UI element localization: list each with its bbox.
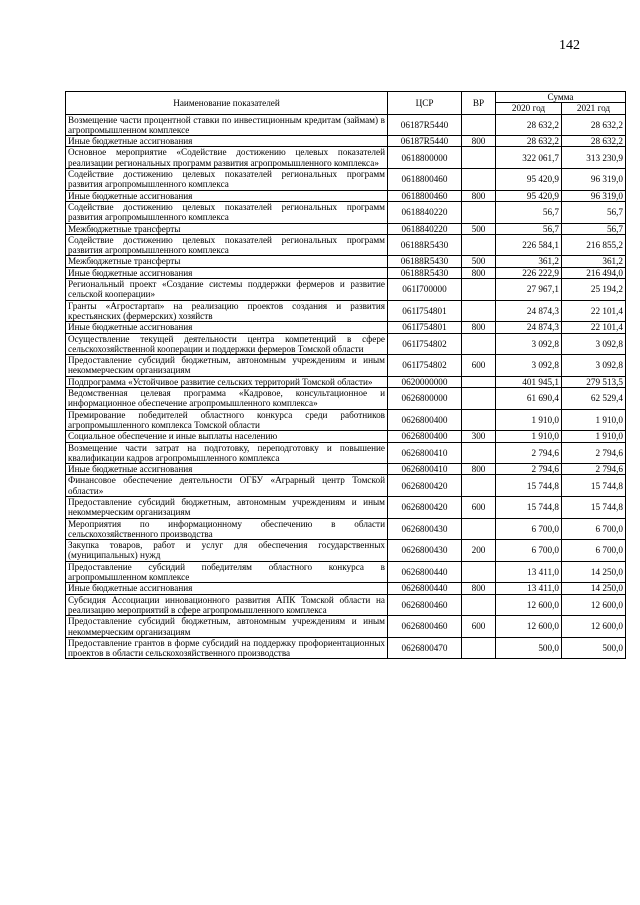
table-row — [66, 637, 626, 659]
budget-table — [65, 91, 626, 659]
row-sum-2021: 216 494,0 — [562, 267, 626, 278]
row-name: Закупка товаров, работ и услуг для обеспечения государственных (муниципальных) нужд — [66, 540, 388, 562]
row-vr: 600 — [462, 355, 496, 377]
row-csr: 06187R5440 — [388, 114, 462, 136]
row-name: Финансовое обеспечение деятельности ОГБУ «Аграрный центр Томской области» — [66, 475, 388, 497]
row-vr — [462, 279, 496, 301]
row-name: Содействие достижению целевых показателей региональных программ развития агропромышленного комплекса — [66, 234, 388, 256]
row-sum-2021: 1 910,0 — [562, 431, 626, 442]
table-header — [66, 92, 626, 115]
row-name: Иные бюджетные ассигнования — [66, 136, 388, 147]
row-csr: 061I754801 — [388, 322, 462, 333]
row-name: Содействие достижению целевых показателей региональных программ развития агропромышленного комплекса — [66, 169, 388, 191]
row-sum-2021: 12 600,0 — [562, 616, 626, 638]
row-vr — [462, 333, 496, 355]
row-vr — [462, 114, 496, 136]
row-csr: 0618840220 — [388, 223, 462, 234]
row-csr: 061I754801 — [388, 300, 462, 322]
header-year-2021: 2021 год — [562, 103, 626, 114]
row-name: Иные бюджетные ассигнования — [66, 322, 388, 333]
row-sum-2021: 15 744,8 — [562, 475, 626, 497]
header-vr: ВР — [462, 92, 496, 115]
row-name: Предоставление грантов в форме субсидий на поддержку профориентационных проектов в области сельскохозяйственного производства — [66, 637, 388, 659]
row-csr: 06188R5430 — [388, 234, 462, 256]
table-row — [66, 594, 626, 616]
row-name: Содействие достижению целевых показателей региональных программ развития агропромышленного комплекса — [66, 201, 388, 223]
row-vr: 800 — [462, 267, 496, 278]
row-name: Основное мероприятие «Содействие достижению целевых показателей реализации региональных программ развития агропромышленного комплекса» — [66, 147, 388, 169]
table-row — [66, 442, 626, 464]
row-vr — [462, 234, 496, 256]
table-row — [66, 496, 626, 518]
table-row — [66, 136, 626, 147]
row-vr: 800 — [462, 322, 496, 333]
row-sum-2020: 401 945,1 — [496, 376, 562, 387]
row-vr — [462, 594, 496, 616]
row-vr: 800 — [462, 583, 496, 594]
row-sum-2020: 56,7 — [496, 201, 562, 223]
row-vr: 200 — [462, 540, 496, 562]
row-sum-2020: 28 632,2 — [496, 114, 562, 136]
table-row — [66, 583, 626, 594]
row-vr — [462, 637, 496, 659]
row-name: Межбюджетные трансферты — [66, 256, 388, 267]
row-csr: 0626800440 — [388, 561, 462, 583]
row-sum-2021: 22 101,4 — [562, 322, 626, 333]
row-csr: 06188R5430 — [388, 267, 462, 278]
row-sum-2021: 96 319,0 — [562, 169, 626, 191]
row-sum-2020: 6 700,0 — [496, 518, 562, 540]
row-name: Иные бюджетные ассигнования — [66, 464, 388, 475]
row-name: Иные бюджетные ассигнования — [66, 267, 388, 278]
row-sum-2020: 500,0 — [496, 637, 562, 659]
table-row — [66, 322, 626, 333]
row-sum-2021: 216 855,2 — [562, 234, 626, 256]
row-sum-2021: 28 632,2 — [562, 114, 626, 136]
row-name: Ведомственная целевая программа «Кадровое, консультационное и информационное обеспечение агропромышленного комплекса» — [66, 388, 388, 410]
table-row — [66, 256, 626, 267]
row-sum-2020: 12 600,0 — [496, 616, 562, 638]
row-sum-2021: 62 529,4 — [562, 388, 626, 410]
row-csr: 0626800410 — [388, 464, 462, 475]
row-csr: 0626800410 — [388, 442, 462, 464]
row-csr: 0626800460 — [388, 594, 462, 616]
header-sum: Сумма — [496, 92, 626, 103]
row-sum-2020: 322 061,7 — [496, 147, 562, 169]
header-csr: ЦСР — [388, 92, 462, 115]
table-row — [66, 616, 626, 638]
row-sum-2021: 279 513,5 — [562, 376, 626, 387]
row-sum-2021: 3 092,8 — [562, 355, 626, 377]
row-sum-2021: 500,0 — [562, 637, 626, 659]
row-csr: 0618840220 — [388, 201, 462, 223]
table-row — [66, 279, 626, 301]
table-row — [66, 223, 626, 234]
row-sum-2021: 14 250,0 — [562, 583, 626, 594]
row-sum-2020: 12 600,0 — [496, 594, 562, 616]
row-name: Возмещение части затрат на подготовку, переподготовку и повышение квалификации кадров агропромышленного комплекса — [66, 442, 388, 464]
page-number: 142 — [559, 38, 580, 53]
row-csr: 0620000000 — [388, 376, 462, 387]
row-sum-2020: 361,2 — [496, 256, 562, 267]
row-sum-2021: 6 700,0 — [562, 518, 626, 540]
row-csr: 0626800470 — [388, 637, 462, 659]
table-row — [66, 518, 626, 540]
row-sum-2021: 28 632,2 — [562, 136, 626, 147]
row-sum-2020: 15 744,8 — [496, 496, 562, 518]
row-vr — [462, 442, 496, 464]
row-vr: 500 — [462, 256, 496, 267]
row-sum-2021: 2 794,6 — [562, 442, 626, 464]
table-row — [66, 147, 626, 169]
row-name: Гранты «Агростартап» на реализацию проектов создания и развития крестьянских (фермерских) хозяйств — [66, 300, 388, 322]
row-sum-2020: 56,7 — [496, 223, 562, 234]
row-vr — [462, 169, 496, 191]
row-vr — [462, 147, 496, 169]
row-vr — [462, 201, 496, 223]
row-csr: 061I754802 — [388, 355, 462, 377]
row-csr: 0626800440 — [388, 583, 462, 594]
row-vr: 800 — [462, 464, 496, 475]
row-vr: 600 — [462, 496, 496, 518]
row-name: Иные бюджетные ассигнования — [66, 190, 388, 201]
row-csr: 0626800400 — [388, 431, 462, 442]
row-name: Подпрограмма «Устойчивое развитие сельских территорий Томской области» — [66, 376, 388, 387]
row-csr: 061I700000 — [388, 279, 462, 301]
row-sum-2020: 226 584,1 — [496, 234, 562, 256]
row-sum-2020: 95 420,9 — [496, 190, 562, 201]
row-name: Субсидия Ассоциации инновационного развития АПК Томской области на реализацию мероприятий в сфере агропромышленного комплекса — [66, 594, 388, 616]
row-vr: 800 — [462, 190, 496, 201]
row-name: Премирование победителей областного конкурса среди работников агропромышленного комплекса Томской области — [66, 409, 388, 431]
row-sum-2020: 1 910,0 — [496, 431, 562, 442]
row-vr — [462, 518, 496, 540]
table-row — [66, 475, 626, 497]
table-row — [66, 333, 626, 355]
row-name: Предоставление субсидий бюджетным, автономным учреждениям и иным некоммерческим организациям — [66, 355, 388, 377]
row-name: Региональный проект «Создание системы поддержки фермеров и развитие сельской кооперации» — [66, 279, 388, 301]
row-vr: 500 — [462, 223, 496, 234]
row-sum-2021: 56,7 — [562, 223, 626, 234]
table-row — [66, 234, 626, 256]
row-name: Предоставление субсидий бюджетным, автономным учреждениям и иным некоммерческим организациям — [66, 616, 388, 638]
table-row — [66, 267, 626, 278]
row-vr — [462, 561, 496, 583]
row-sum-2020: 61 690,4 — [496, 388, 562, 410]
row-csr: 0618800000 — [388, 147, 462, 169]
table-row — [66, 114, 626, 136]
row-sum-2021: 14 250,0 — [562, 561, 626, 583]
row-vr: 300 — [462, 431, 496, 442]
row-csr: 0626800400 — [388, 409, 462, 431]
table-row — [66, 409, 626, 431]
row-sum-2020: 2 794,6 — [496, 442, 562, 464]
table-row — [66, 355, 626, 377]
row-sum-2020: 24 874,3 — [496, 322, 562, 333]
row-sum-2021: 1 910,0 — [562, 409, 626, 431]
row-sum-2020: 6 700,0 — [496, 540, 562, 562]
row-vr — [462, 409, 496, 431]
row-name: Иные бюджетные ассигнования — [66, 583, 388, 594]
row-sum-2020: 13 411,0 — [496, 583, 562, 594]
table-body — [66, 114, 626, 659]
row-sum-2020: 95 420,9 — [496, 169, 562, 191]
row-sum-2021: 15 744,8 — [562, 496, 626, 518]
row-sum-2021: 22 101,4 — [562, 300, 626, 322]
table-row — [66, 388, 626, 410]
row-sum-2021: 56,7 — [562, 201, 626, 223]
row-vr — [462, 388, 496, 410]
row-sum-2021: 313 230,9 — [562, 147, 626, 169]
table-row — [66, 201, 626, 223]
row-sum-2020: 13 411,0 — [496, 561, 562, 583]
row-sum-2021: 3 092,8 — [562, 333, 626, 355]
table-row — [66, 561, 626, 583]
row-csr: 0626800420 — [388, 475, 462, 497]
table-row — [66, 376, 626, 387]
row-sum-2021: 96 319,0 — [562, 190, 626, 201]
row-sum-2020: 2 794,6 — [496, 464, 562, 475]
table-row — [66, 431, 626, 442]
table-row — [66, 300, 626, 322]
row-sum-2020: 28 632,2 — [496, 136, 562, 147]
row-name: Мероприятия по информационному обеспечению в области сельскохозяйственного производства — [66, 518, 388, 540]
row-vr — [462, 300, 496, 322]
row-csr: 061I754802 — [388, 333, 462, 355]
row-csr: 06187R5440 — [388, 136, 462, 147]
row-vr: 600 — [462, 616, 496, 638]
row-name: Предоставление субсидий бюджетным, автономным учреждениям и иным некоммерческим организациям — [66, 496, 388, 518]
table-row — [66, 169, 626, 191]
row-csr: 0626800000 — [388, 388, 462, 410]
row-sum-2020: 3 092,8 — [496, 355, 562, 377]
row-sum-2021: 2 794,6 — [562, 464, 626, 475]
row-sum-2020: 24 874,3 — [496, 300, 562, 322]
header-name: Наименование показателей — [66, 92, 388, 115]
row-name: Межбюджетные трансферты — [66, 223, 388, 234]
row-sum-2020: 3 092,8 — [496, 333, 562, 355]
row-sum-2021: 6 700,0 — [562, 540, 626, 562]
row-sum-2020: 226 222,9 — [496, 267, 562, 278]
row-vr — [462, 376, 496, 387]
table-row — [66, 540, 626, 562]
row-sum-2021: 361,2 — [562, 256, 626, 267]
table-row — [66, 464, 626, 475]
row-sum-2021: 25 194,2 — [562, 279, 626, 301]
row-csr: 0618800460 — [388, 169, 462, 191]
row-csr: 0618800460 — [388, 190, 462, 201]
row-sum-2020: 27 967,1 — [496, 279, 562, 301]
row-name: Предоставление субсидий победителям областного конкурса в агропромышленном комплексе — [66, 561, 388, 583]
row-vr: 800 — [462, 136, 496, 147]
row-name: Социальное обеспечение и иные выплаты населению — [66, 431, 388, 442]
row-name: Осуществление текущей деятельности центра компетенций в сфере сельскохозяйственной кооперации и поддержки фермеров Томской области — [66, 333, 388, 355]
row-csr: 0626800460 — [388, 616, 462, 638]
row-sum-2020: 15 744,8 — [496, 475, 562, 497]
row-csr: 06188R5430 — [388, 256, 462, 267]
row-csr: 0626800430 — [388, 540, 462, 562]
row-vr — [462, 475, 496, 497]
header-year-2020: 2020 год — [496, 103, 562, 114]
row-csr: 0626800430 — [388, 518, 462, 540]
row-sum-2020: 1 910,0 — [496, 409, 562, 431]
row-name: Возмещение части процентной ставки по инвестиционным кредитам (займам) в агропромышленном комплексе — [66, 114, 388, 136]
table-row — [66, 190, 626, 201]
row-sum-2021: 12 600,0 — [562, 594, 626, 616]
row-csr: 0626800420 — [388, 496, 462, 518]
